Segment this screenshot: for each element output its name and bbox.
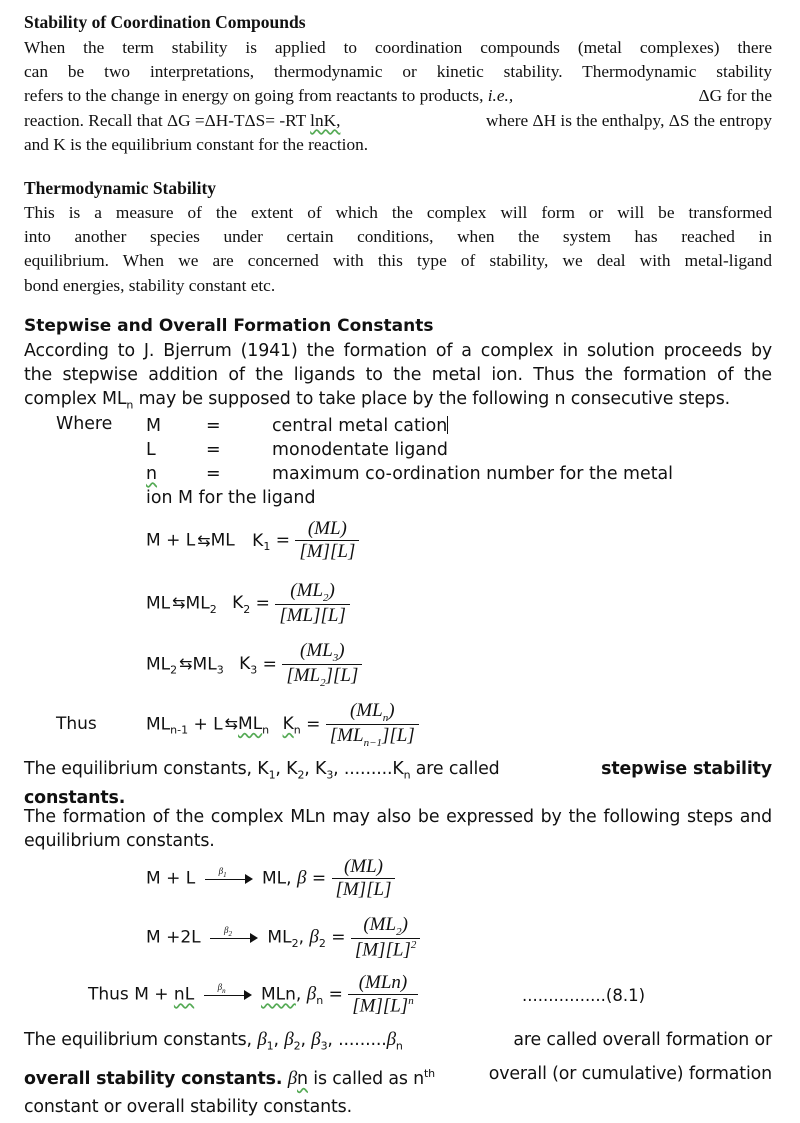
text-line: the stepwise addition of the ligands to the metal ion. Thus the formation of the xyxy=(24,364,772,385)
denominator: [ML][L] xyxy=(275,604,350,627)
beta-symbol: β xyxy=(306,983,317,1005)
subscript: n−1 xyxy=(363,736,382,749)
eq-k: K xyxy=(252,530,264,551)
superscript: th xyxy=(424,1067,436,1081)
text-line: equilibrium. When we are concerned with this type of stability, we deal with metal-ligand xyxy=(24,251,772,271)
subscript: n xyxy=(293,723,301,737)
text-span: are called overall formation or xyxy=(513,1030,772,1050)
denominator-text: [M][L] xyxy=(354,939,411,961)
text-span: , K xyxy=(275,759,298,779)
superscript: 2 xyxy=(410,938,417,951)
numerator: $(ML_2)$ xyxy=(290,580,335,604)
subscript: 2 xyxy=(170,663,178,677)
arrow-label xyxy=(224,925,232,938)
beta-symbol: β xyxy=(296,867,307,889)
subscript: 1 xyxy=(266,1039,274,1053)
eq-lhs: M + L xyxy=(146,530,196,551)
definition-continuation: ion M for the ligand xyxy=(146,488,316,508)
text-line: According to J. Bjerrum (1941) the formation of a complex in solution proceeds by xyxy=(24,341,772,361)
subscript: 2 xyxy=(318,936,326,950)
equilibrium-arrow-icon: ⇆ xyxy=(172,593,184,613)
denominator-text: [M][L] xyxy=(352,995,409,1017)
equation-beta1: M + L $\beta_1$ ML, β = $\frac{(ML)}{[M][L]}$ xyxy=(146,856,395,901)
definition-symbol: n xyxy=(146,464,158,484)
eq-rhs: MLn xyxy=(260,984,296,1005)
thus-label: Thus M + xyxy=(88,984,174,1005)
definition-equals: = xyxy=(206,440,221,460)
beta-symbol: β xyxy=(287,1068,298,1090)
subscript: 2 xyxy=(228,929,232,938)
definition-row xyxy=(146,414,673,438)
text-span: The equilibrium constants, K xyxy=(24,759,269,779)
text-span: ΔG for the xyxy=(698,86,772,106)
fraction xyxy=(348,972,417,1017)
arrow-label-beta: β xyxy=(224,924,229,935)
fraction xyxy=(351,914,420,961)
eq-nl: nL xyxy=(173,984,195,1005)
reaction-arrow-icon xyxy=(205,865,253,886)
eq-lhs: M +2L xyxy=(146,927,201,948)
subscript: 2 xyxy=(396,925,402,938)
subscript: n xyxy=(126,398,134,412)
text-line: The equilibrium constants, $\beta_1$, $\beta_2$, $\beta_3$, $.........\beta_n$ are called overall formation or xyxy=(24,1026,772,1060)
heading-stability: Stability of Coordination Compounds xyxy=(24,12,306,32)
equation-betan: Thus M + nL $\beta_n$ MLn, $\beta_n$ = $\frac{\text{(MLn)}}{[M][L]^n}$ xyxy=(88,972,418,1017)
subscript: 2 xyxy=(291,936,299,950)
equation-k3: $ML_2$ ⇆ $ML_3$ $K_3$ = $\frac{(ML_3)}{[ML_2][L]}$ xyxy=(146,640,362,689)
definition-list xyxy=(146,414,673,510)
equilibrium-arrow-icon: ⇆ xyxy=(179,654,191,674)
definition-row xyxy=(146,462,673,486)
numerator-text: (ML xyxy=(363,914,397,935)
definition-equals: = xyxy=(206,464,221,484)
subscript: 3 xyxy=(320,1039,328,1053)
text-line: When the term stability is applied to coordination compounds (metal complexes) there xyxy=(24,38,772,57)
eq-rhs: ML xyxy=(185,593,210,614)
fraction xyxy=(332,856,396,901)
numerator: (ML) xyxy=(307,518,347,539)
reaction-arrow-icon xyxy=(210,924,258,945)
text-line xyxy=(24,84,772,108)
text-span: n xyxy=(297,1069,308,1090)
beta-symbol: β xyxy=(309,926,319,948)
superscript: n xyxy=(408,995,414,1007)
paragraph-overall-intro xyxy=(24,806,772,854)
definition-desc: monodentate ligand xyxy=(272,440,448,460)
text-cursor xyxy=(447,416,448,434)
equation-k1: M + L ⇆ ML $K_1$ = $\frac{(ML)}{[M][L]}$ xyxy=(146,518,359,563)
denominator: [M][L] xyxy=(295,540,359,563)
beta-symbol: β xyxy=(257,1029,267,1050)
equation-number: ................(8.1) xyxy=(522,986,646,1005)
subscript: n xyxy=(395,1039,403,1053)
text-span: reaction. Recall that ΔG =ΔH-TΔS= -RT xyxy=(24,110,306,130)
denominator xyxy=(282,664,362,689)
text-line: bond energies, stability constant etc. xyxy=(24,275,276,295)
bold-text: overall stability constants. xyxy=(24,1069,283,1090)
bold-text: stepwise stability xyxy=(601,759,772,779)
arrow-label xyxy=(219,866,227,879)
beta-symbol: β xyxy=(386,1029,396,1050)
eq-lhs: ML xyxy=(146,593,171,614)
text-span: , .........K xyxy=(333,759,404,779)
denominator xyxy=(351,938,420,961)
numerator: $(ML_n)$ xyxy=(349,700,395,724)
subscript: 1 xyxy=(223,870,227,879)
arrow-label-beta: β xyxy=(217,981,223,992)
numerator-text: (ML xyxy=(290,580,324,601)
eq-plus: + L xyxy=(188,714,223,735)
equation-beta2: M +2L $\beta_2$ $ML_2$, $\beta_2$ = $\frac{(ML_2)}{[M][L]^2}$ xyxy=(146,914,420,961)
denominator-tail: ][L] xyxy=(325,664,359,686)
definition-row xyxy=(146,438,673,462)
eq-rhs: ML xyxy=(238,714,263,735)
eq-comma: , xyxy=(295,984,307,1005)
paragraph-bjerrum xyxy=(24,340,772,417)
text-line: This is a measure of the extent of which the complex will form or will be transformed xyxy=(24,203,772,222)
numerator: $(ML_2)$ xyxy=(363,914,408,938)
eq-k: K xyxy=(282,714,294,735)
fraction xyxy=(275,580,350,627)
subscript: n xyxy=(262,723,270,737)
text-span: refers to the change in energy on going from reactants to products, xyxy=(24,86,484,106)
text-line xyxy=(24,1060,772,1093)
text-line: The formation of the complex MLn may also be expressed by the following steps and xyxy=(24,807,772,827)
equilibrium-arrow-icon: ⇆ xyxy=(224,714,237,734)
eq-rhs: ML xyxy=(210,530,235,551)
subscript: 2 xyxy=(243,602,251,616)
paragraph-stepwise-constants xyxy=(24,758,772,811)
arrow-label-beta: β xyxy=(218,865,224,876)
text-line xyxy=(24,109,772,133)
beta-symbol: β xyxy=(284,1029,294,1050)
subscript: 3 xyxy=(326,768,334,782)
subscript: 1 xyxy=(263,539,271,553)
text-span: may be supposed to take place by the following n consecutive steps. xyxy=(138,388,730,409)
definition-equals: = xyxy=(206,416,221,436)
fraction xyxy=(295,518,359,563)
definition-symbol: M xyxy=(146,416,162,436)
subscript: n-1 xyxy=(170,723,189,737)
subscript: 3 xyxy=(332,651,339,664)
text-span: are called xyxy=(410,759,500,779)
denominator xyxy=(348,994,417,1017)
eq-k: K xyxy=(239,654,251,675)
numerator: (ML) xyxy=(343,856,384,877)
text-line: equilibrium constants. xyxy=(24,830,215,851)
eq-k: K xyxy=(232,593,244,614)
numerator: $(ML_3)$ xyxy=(300,640,345,664)
subscript: n xyxy=(382,711,389,724)
text-line: constant or overall stability constants. xyxy=(24,1097,352,1118)
equation-kn: Thus $ML_{n-1} + L$ ⇆ $ML_n$ $K_n$ = $\frac{(ML_n)}{[ML_{n-1}][L]}$ xyxy=(56,700,419,749)
subscript: 1 xyxy=(268,768,276,782)
text-line xyxy=(24,758,772,787)
denominator: [M][L] xyxy=(332,878,396,901)
text-line: into another species under certain conditions, when the system has reached in xyxy=(24,227,772,247)
reaction-arrow-icon xyxy=(204,981,252,1002)
eq-lhs: ML xyxy=(146,714,171,735)
equation-k2: ML ⇆ $ML_2$ $K_2$ = $\frac{(ML_2)}{[ML][L]}$ xyxy=(146,580,350,627)
paragraph-stability xyxy=(24,36,772,157)
eq-comma: , xyxy=(298,927,310,948)
subscript: 2 xyxy=(320,676,326,689)
subscript: 2 xyxy=(297,768,305,782)
text-span: , ......... xyxy=(327,1030,387,1050)
numerator-text: (ML xyxy=(300,640,333,661)
eq-lhs: ML xyxy=(146,654,171,675)
where-label: Where xyxy=(56,414,113,434)
denominator xyxy=(326,724,419,749)
italic-ie: i.e., xyxy=(487,86,514,106)
subscript: 2 xyxy=(323,591,329,604)
subscript: 3 xyxy=(216,663,224,677)
definition-desc: maximum co-ordination number for the metal xyxy=(272,464,674,484)
text-span: The equilibrium constants, xyxy=(24,1030,252,1050)
subscript: 2 xyxy=(209,602,217,616)
denominator-text: [ML xyxy=(286,664,321,686)
paragraph-overall-constants xyxy=(24,1026,772,1121)
text-span: complex ML xyxy=(24,388,127,409)
subscript: n xyxy=(316,994,324,1008)
text-span: where ΔH is the enthalpy, ΔS the entropy xyxy=(485,110,772,130)
bold-text: constants. xyxy=(24,788,126,809)
text-span: overall (or cumulative) formation xyxy=(488,1064,772,1085)
eq-rhs: ML xyxy=(192,654,217,675)
text-line: can be two interpretations, thermodynamic or kinetic stability. Thermodynamic stability xyxy=(24,62,772,82)
numerator-text: (ML xyxy=(349,700,383,721)
text-span: is called as n xyxy=(307,1069,425,1090)
numerator: (MLn) xyxy=(358,972,408,993)
paragraph-thermodynamic xyxy=(24,201,772,298)
denominator-tail: ][L] xyxy=(382,724,415,746)
text-line: and K is the equilibrium constant for the reaction. xyxy=(24,134,369,154)
subscript: n xyxy=(403,768,411,782)
definition-desc: central metal cation xyxy=(272,416,448,436)
beta-symbol: β xyxy=(311,1029,321,1050)
denominator-text: [ML xyxy=(329,724,364,746)
heading-formation-constants: Stepwise and Overall Formation Constants xyxy=(24,316,434,336)
fraction xyxy=(326,700,419,749)
subscript: n xyxy=(222,986,226,995)
text-span: , K xyxy=(304,759,327,779)
definition-symbol: L xyxy=(146,440,156,460)
heading-thermodynamic: Thermodynamic Stability xyxy=(24,178,217,198)
eq-rhs: ML, xyxy=(262,868,297,889)
subscript: 2 xyxy=(293,1039,301,1053)
subscript: 3 xyxy=(250,663,258,677)
eq-lhs: M + L xyxy=(146,868,196,889)
eq-rhs: ML xyxy=(267,927,292,948)
text-line xyxy=(24,388,772,417)
thus-label: Thus xyxy=(56,714,97,735)
arrow-label xyxy=(218,982,226,995)
fraction xyxy=(282,640,362,689)
equilibrium-arrow-icon: ⇆ xyxy=(197,530,209,550)
spellcheck-lnK: lnK, xyxy=(310,110,341,130)
